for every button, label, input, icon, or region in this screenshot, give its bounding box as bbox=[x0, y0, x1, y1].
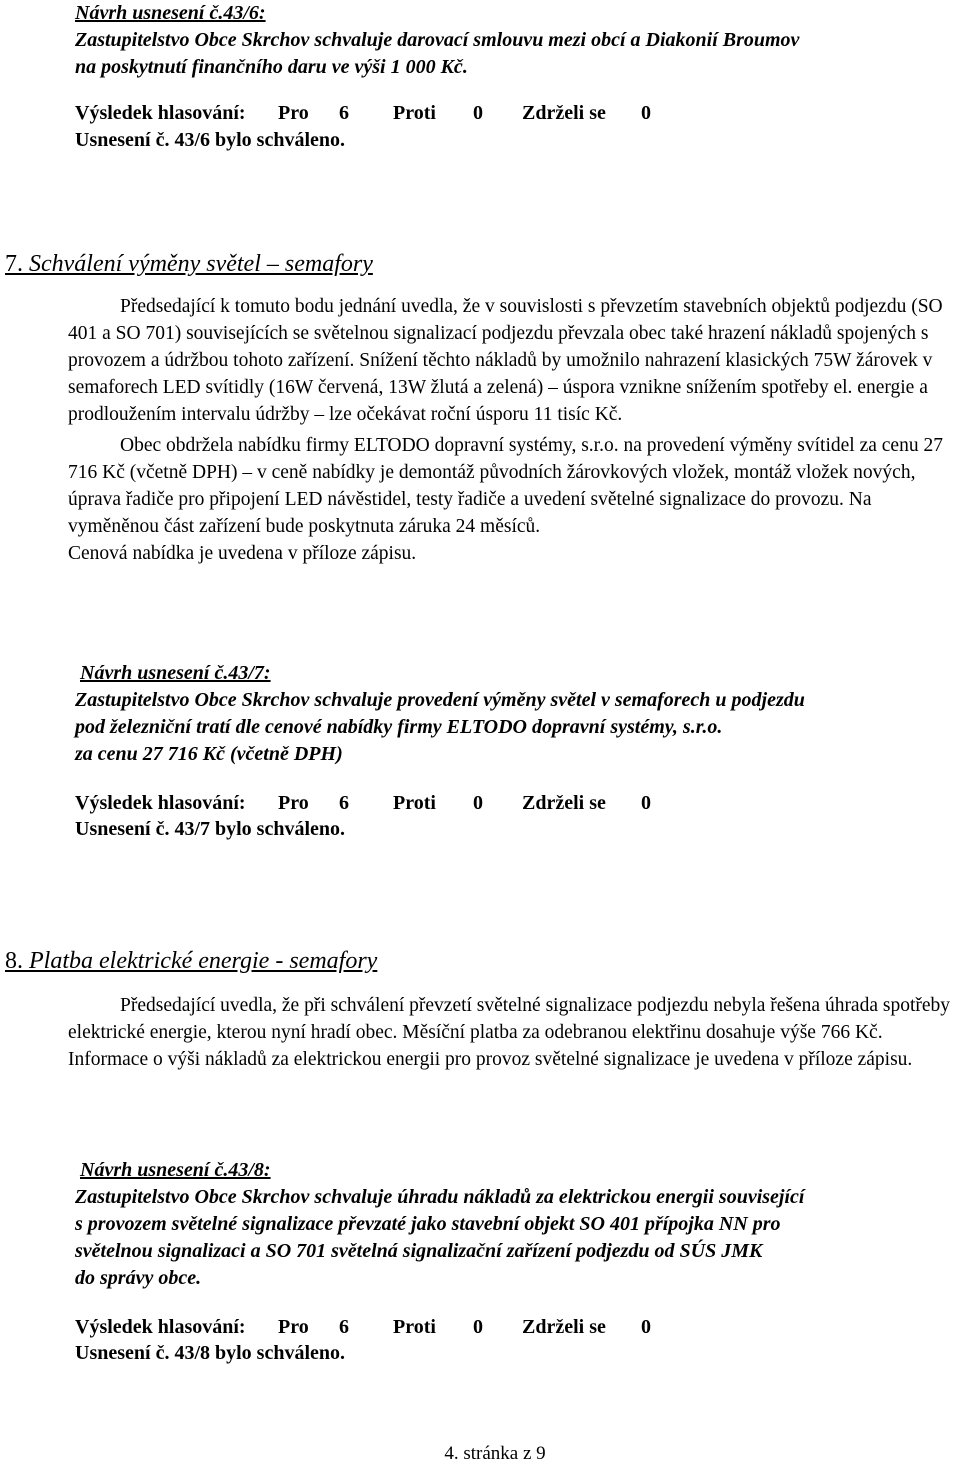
vote-proti-label: Proti bbox=[393, 1316, 436, 1338]
vote-pro-value: 6 bbox=[339, 102, 349, 124]
vote-proti-value: 0 bbox=[473, 792, 483, 814]
proposal-heading: Návrh usnesení č.43/8: bbox=[80, 1159, 271, 1181]
vote-proti-label: Proti bbox=[393, 102, 436, 124]
resolution-result: Usnesení č. 43/6 bylo schváleno. bbox=[75, 129, 346, 151]
vote-pro-label: Pro bbox=[278, 792, 309, 814]
vote-pro-value: 6 bbox=[339, 792, 349, 814]
paragraph: Cenová nabídka je uvedena v příloze zápisu. bbox=[68, 543, 417, 564]
vote-abstain-label: Zdrželi se bbox=[522, 792, 606, 814]
vote-proti-label: Proti bbox=[393, 792, 436, 814]
vote-pro-label: Pro bbox=[278, 1316, 309, 1338]
section-7-body bbox=[68, 293, 958, 567]
vote-abstain-label: Zdrželi se bbox=[522, 102, 606, 124]
page-number: 4. stránka z 9 bbox=[444, 1443, 546, 1464]
section-number: 7. bbox=[5, 251, 23, 277]
vote-pro-label: Pro bbox=[278, 102, 309, 124]
proposal-43-6 bbox=[75, 0, 955, 81]
proposal-heading: Návrh usnesení č.43/7: bbox=[80, 662, 271, 684]
vote-proti-value: 0 bbox=[473, 1316, 483, 1338]
vote-label: Výsledek hlasování: bbox=[75, 792, 246, 814]
paragraph: Předsedající uvedla, že při schválení převzetí světelné signalizace podjezdu nebyla řešena úhrada spotřeby elektrické energie, kterou nyní hradí obec. Měsíční platba za odebranou elektřinu dosahuje výše 766 Kč. bbox=[68, 995, 951, 1043]
section-heading: Schválení výměny světel – semafory bbox=[29, 251, 373, 277]
section-number: 8. bbox=[5, 948, 23, 974]
resolution-result: Usnesení č. 43/8 bylo schváleno. bbox=[75, 1342, 346, 1364]
vote-abstain-value: 0 bbox=[641, 102, 651, 124]
vote-proti-value: 0 bbox=[473, 102, 483, 124]
proposal-text: Zastupitelstvo Obce Skrchov schvaluje provedení výměny světel v semaforech u podjezdu pod železniční tratí dle cenové nabídky firmy ELTODO dopravní systémy, s.r.o. za cenu 27 716 Kč (včetně DPH) bbox=[75, 689, 805, 765]
proposal-heading: Návrh usnesení č.43/6: bbox=[75, 2, 266, 24]
paragraph: Předsedající k tomuto bodu jednání uvedla, že v souvislosti s převzetím stavebních objektů podjezdu (SO 401 a SO 701) souvisejících se světelnou signalizací podjezdu převzala obec také hrazení nákladů spojených s provozem a údržbou tohoto zařízení. Snížení těchto nákladů by umožnilo nahrazení klasických 75W žárovek v semaforech LED svítidly (16W červená, 13W žlutá a zelená) – úspora vznikne snížením spotřeby el. energie a prodloužením intervalu údržby – lze očekávat roční úsporu 11 tisíc Kč. bbox=[68, 296, 943, 425]
section-heading: Platba elektrické energie - semafory bbox=[29, 948, 378, 974]
paragraph: Obec obdržela nabídku firmy ELTODO dopravní systémy, s.r.o. na provedení výměny svítidel za cenu 27 716 Kč (včetně DPH) – v ceně nabídky je demontáž původních žárovkových vložek, montáž vložek nových, úprava řadiče pro připojení LED návěstidel, testy řadiče a uvedení světelné signalizace do provozu. Na vyměněnou část zařízení bude poskytnuta záruka 24 měsíců. bbox=[68, 435, 943, 537]
paragraph: Informace o výši nákladů za elektrickou energii pro provoz světelné signalizace je uvedena v příloze zápisu. bbox=[68, 1049, 913, 1070]
proposal-43-7 bbox=[75, 660, 955, 768]
proposal-43-8 bbox=[75, 1157, 955, 1292]
vote-label: Výsledek hlasování: bbox=[75, 1316, 246, 1338]
section-8-body bbox=[68, 992, 958, 1073]
vote-pro-value: 6 bbox=[339, 1316, 349, 1338]
vote-abstain-label: Zdrželi se bbox=[522, 1316, 606, 1338]
section-title-7 bbox=[5, 249, 373, 279]
resolution-result: Usnesení č. 43/7 bylo schváleno. bbox=[75, 818, 346, 840]
vote-abstain-value: 0 bbox=[641, 792, 651, 814]
vote-label: Výsledek hlasování: bbox=[75, 102, 246, 124]
proposal-text: Zastupitelstvo Obce Skrchov schvaluje úhradu nákladů za elektrickou energii související s provozem světelné signalizace převzaté jako stavební objekt SO 401 přípojka NN pro světelnou signalizaci a SO 701 světelná signalizační zařízení podjezdu od SÚS JMK do správy obce. bbox=[75, 1186, 805, 1289]
section-title-8 bbox=[5, 946, 377, 976]
vote-abstain-value: 0 bbox=[641, 1316, 651, 1338]
proposal-text: Zastupitelstvo Obce Skrchov schvaluje darovací smlouvu mezi obcí a Diakonií Broumov na poskytnutí finančního daru ve výši 1 000 Kč. bbox=[75, 29, 800, 78]
